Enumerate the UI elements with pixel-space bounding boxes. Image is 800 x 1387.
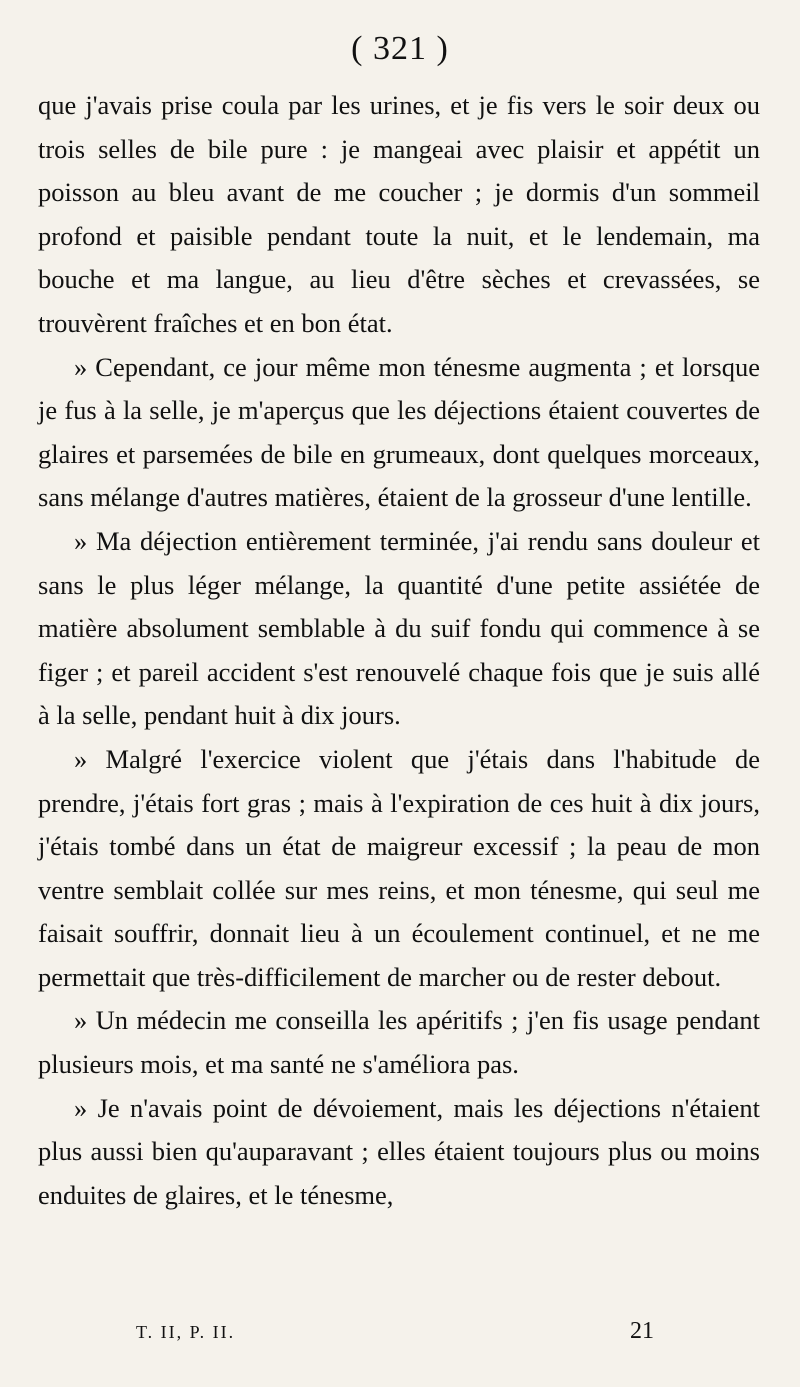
paragraph-2: » Cependant, ce jour même mon ténesme augmenta ; et lorsque je fus à la selle, je m'aperçus que les déjections étaient couvertes de glaires et parsemées de bile en grumeaux, dont quelques morceaux, sans mélange d'autres matières, étaient de la grosseur d'une lentille.: [38, 351, 760, 513]
sheet-number: 21: [630, 1318, 654, 1344]
body-text: [38, 84, 760, 1217]
signature-mark: T. II, P. II.: [136, 1322, 236, 1342]
paragraph-5: » Un médecin me conseilla les apéritifs ; j'en fis usage pendant plusieurs mois, et ma santé ne s'améliora pas.: [38, 1005, 760, 1080]
page-number: ( 321 ): [351, 30, 449, 67]
page-footer: [0, 1318, 800, 1362]
paragraph-4: » Malgré l'exercice violent que j'étais dans l'habitude de prendre, j'étais fort gras ; mais à l'expiration de ces huit à dix jours, j'étais tombé dans un état de maigreur excessif ; la peau de mon ventre semblait collée sur mes reins, et mon ténesme, qui seul me faisait souffrir, donnait lieu à un écoulement continuel, et ne me permettait que très-difficilement de marcher ou de rester debout.: [38, 743, 760, 992]
paragraph-6: » Je n'avais point de dévoiement, mais les déjections n'étaient plus aussi bien qu'auparavant ; elles étaient toujours plus ou moins enduites de glaires, et le ténesme,: [38, 1092, 760, 1210]
paragraph-1: que j'avais prise coula par les urines, et je fis vers le soir deux ou trois selles de bile pure : je mangeai avec plaisir et appétit un poisson au bleu avant de me coucher ; je dormis d'un sommeil profond et paisible pendant toute la nuit, et le lendemain, ma bouche et ma langue, au lieu d'être sèches et crevassées, se trouvèrent fraîches et en bon état.: [38, 90, 760, 338]
paragraph-3: » Ma déjection entièrement terminée, j'ai rendu sans douleur et sans le plus léger mélange, la quantité d'une petite assiétée de matière absolument semblable à du suif fondu qui commence à se figer ; et pareil accident s'est renouvelé chaque fois que je suis allé à la selle, pendant huit à dix jours.: [38, 525, 760, 731]
